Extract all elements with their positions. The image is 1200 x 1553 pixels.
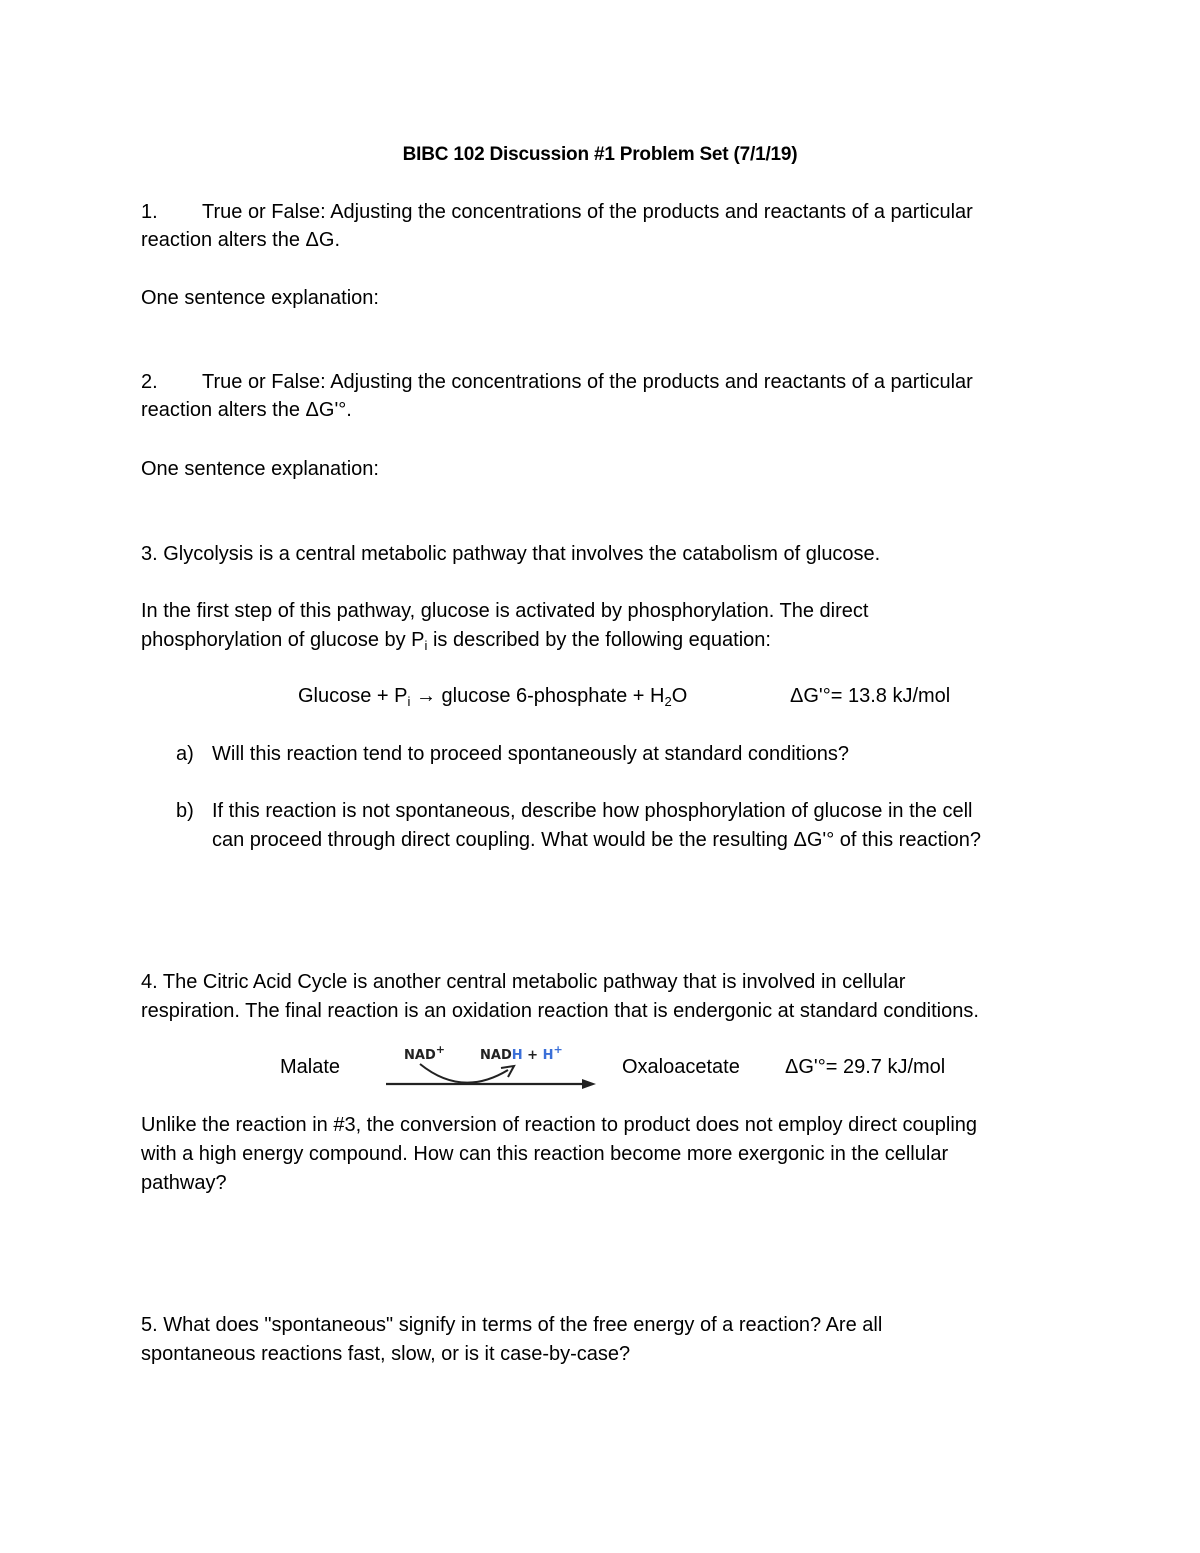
sub-question-a-label: a) — [176, 743, 194, 765]
reaction-product: Oxaloacetate — [622, 1056, 740, 1078]
equation-oxygen: O — [671, 685, 688, 707]
question-4-paragraph-line-1: Unlike the reaction in #3, the conversion of reaction to product does not employ direct coupling — [141, 1114, 978, 1136]
citric-delta-g: ΔG'°= 29.7 kJ/mol — [785, 1056, 946, 1078]
question-3-intro: 3. Glycolysis is a central metabolic pathway that involves the catabolism of glucose. — [141, 543, 881, 565]
curved-arrow — [420, 1064, 508, 1083]
subscript-2: 2 — [664, 694, 672, 709]
glycolysis-equation — [298, 682, 687, 710]
subscript-i: i — [424, 638, 428, 653]
cofactor-nadh-label: NADH + H+ — [480, 1043, 563, 1063]
question-1-number: 1. — [141, 201, 158, 223]
text-segment: phosphorylation of glucose by P — [141, 629, 425, 651]
sub-question-b-line-2: can proceed through direct coupling. What would be the resulting ΔG'° of this reaction? — [212, 829, 981, 851]
question-3-paragraph-line-1: In the first step of this pathway, glucose is activated by phosphorylation. The direct — [141, 600, 869, 622]
subscript-i: i — [407, 694, 411, 709]
sub-question-b-line-1: If this reaction is not spontaneous, describe how phosphorylation of glucose in the cell — [212, 800, 973, 822]
cofactor-nad-label: NAD+ — [404, 1043, 445, 1063]
reaction-arrow-head — [582, 1079, 596, 1089]
question-5-line-1: 5. What does "spontaneous" signify in terms of the free energy of a reaction? Are all — [141, 1314, 883, 1336]
text-segment: is described by the following equation: — [427, 629, 771, 651]
equation-reactants: Glucose + P — [298, 685, 408, 707]
question-2-number: 2. — [141, 371, 158, 393]
reaction-reactant: Malate — [280, 1056, 341, 1078]
question-3-paragraph-line-2 — [141, 626, 771, 654]
question-4-line-1: 4. The Citric Acid Cycle is another central metabolic pathway that is involved in cellular — [141, 971, 906, 993]
question-1-explanation-label: One sentence explanation: — [141, 287, 379, 309]
glycolysis-delta-g: ΔG'°= 13.8 kJ/mol — [790, 685, 951, 707]
question-4-paragraph-line-2: with a high energy compound. How can this reaction become more exergonic in the cellular — [141, 1143, 949, 1165]
equation-products: → glucose 6-phosphate + H — [410, 685, 665, 707]
question-1-line-2: reaction alters the ΔG. — [141, 229, 341, 251]
question-2-explanation-label: One sentence explanation: — [141, 458, 379, 480]
question-4-paragraph-line-3: pathway? — [141, 1172, 227, 1194]
question-1-line-1: True or False: Adjusting the concentrations of the products and reactants of a particular — [202, 201, 973, 223]
page-title: BIBC 102 Discussion #1 Problem Set (7/1/19) — [402, 144, 798, 165]
question-2-line-1: True or False: Adjusting the concentrations of the products and reactants of a particular — [202, 371, 973, 393]
reaction-arrow-diagram — [380, 1036, 610, 1094]
sub-question-a-text: Will this reaction tend to proceed spontaneously at standard conditions? — [212, 743, 850, 765]
question-5-line-2: spontaneous reactions fast, slow, or is it case-by-case? — [141, 1343, 631, 1365]
sub-question-b-label: b) — [176, 800, 194, 822]
question-2-line-2: reaction alters the ΔG'°. — [141, 399, 352, 421]
curved-arrow-head — [501, 1066, 514, 1077]
question-4-line-2: respiration. The final reaction is an oxidation reaction that is endergonic at standard conditions. — [141, 1000, 979, 1022]
